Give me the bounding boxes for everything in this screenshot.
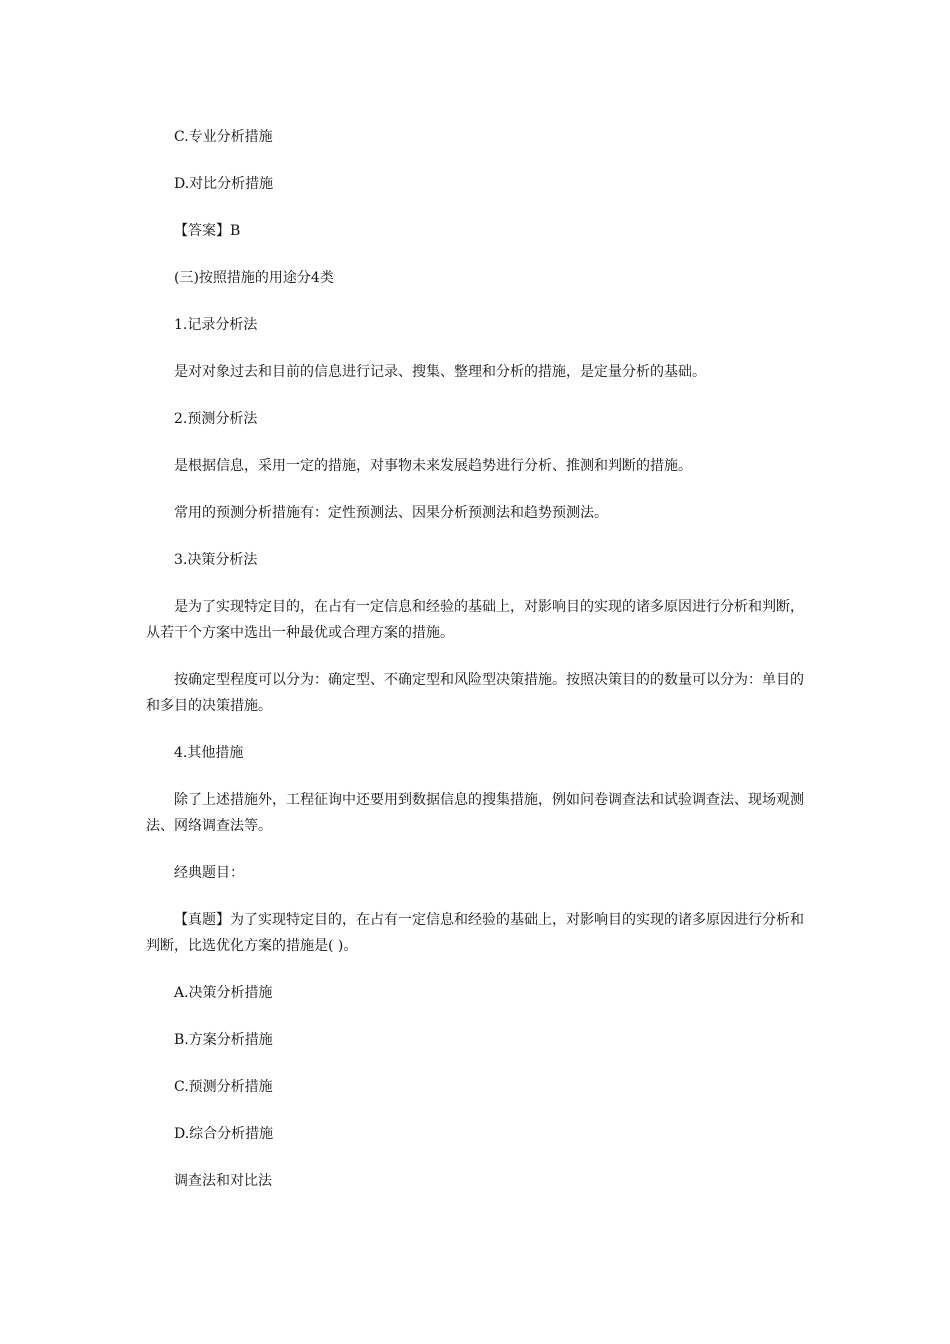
document-body [146, 124, 806, 1194]
item-heading-4: 4.其他措施 [174, 745, 244, 761]
section-heading: (三)按照措施的用途分4类 [174, 270, 334, 286]
item-heading-2: 2.预测分析法 [174, 411, 258, 427]
option-d: D.综合分析措施 [174, 1126, 274, 1142]
classic-questions-label: 经典题目： [174, 865, 244, 881]
option-d-prev: D.对比分析措施 [174, 176, 274, 192]
item-heading-3: 3.决策分析法 [174, 552, 258, 568]
option-b: B.方案分析措施 [174, 1032, 273, 1048]
item-text-3: 是为了实现特定目的，在占有一定信息和经验的基础上，对影响目的实现的诸多原因进行分析和判断，从若干个方案中选出一种最优或合理方案的措施。 [146, 599, 804, 641]
option-a: A.决策分析措施 [174, 985, 273, 1001]
item-text-3b: 按确定型程度可以分为：确定型、不确定型和风险型决策措施。按照决策目的的数量可以分为：单目的和多目的决策措施。 [146, 672, 804, 714]
item-text-1: 是对对象过去和目前的信息进行记录、搜集、整理和分析的措施，是定量分析的基础。 [174, 364, 706, 380]
item-text-2: 是根据信息，采用一定的措施，对事物未来发展趋势进行分析、推测和判断的措施。 [174, 458, 692, 474]
option-c: C.预测分析措施 [174, 1079, 273, 1095]
exam-question: 【真题】为了实现特定目的，在占有一定信息和经验的基础上，对影响目的实现的诸多原因进行分析和判断，比选优化方案的措施是( )。 [146, 912, 804, 954]
item-heading-1: 1.记录分析法 [174, 317, 258, 333]
answer-line: 【答案】B [174, 223, 241, 239]
option-c-prev: C.专业分析措施 [174, 129, 273, 145]
item-text-4: 除了上述措施外，工程征询中还要用到数据信息的搜集措施，例如问卷调查法和试验调查法、现场观测法、网络调查法等。 [146, 792, 804, 834]
item-text-2b: 常用的预测分析措施有：定性预测法、因果分析预测法和趋势预测法。 [174, 505, 608, 521]
closing-line: 调查法和对比法 [174, 1173, 272, 1189]
